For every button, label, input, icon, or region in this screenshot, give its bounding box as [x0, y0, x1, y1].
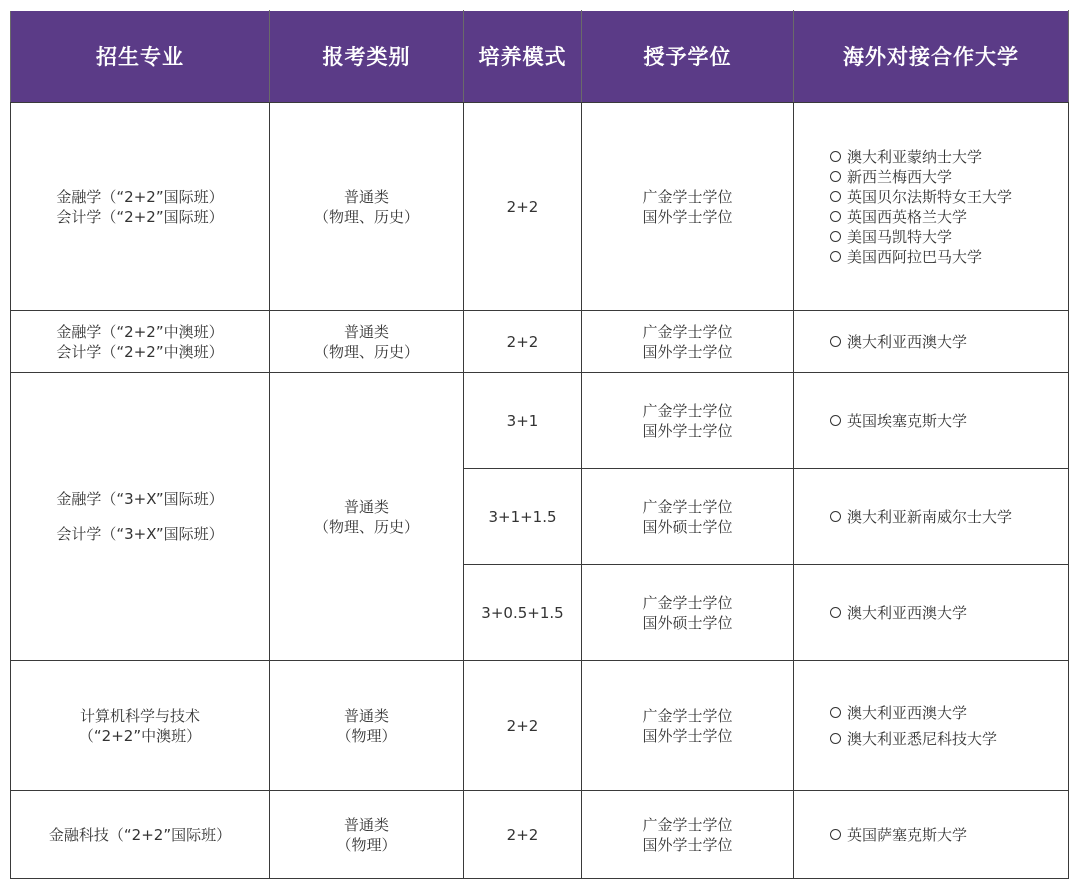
- partner-university: 澳大利亚西澳大学: [830, 703, 1068, 723]
- category-subjects: （物理）: [336, 726, 397, 745]
- category-cell: [270, 103, 464, 311]
- degree-foreign: 国外学士学位: [642, 726, 733, 745]
- major-cell: [11, 103, 270, 311]
- mode-cell: 2+2: [464, 103, 582, 311]
- partner-university: 澳大利亚西澳大学: [830, 332, 1068, 352]
- mode-cell: 3+1: [464, 373, 582, 469]
- partners-cell: [794, 469, 1069, 565]
- category-subjects: （物理、历史）: [313, 517, 419, 536]
- degree-cell: [582, 469, 794, 565]
- degree-foreign: 国外学士学位: [642, 835, 733, 854]
- degree-domestic: 广金学士学位: [642, 593, 733, 612]
- degree-cell: [582, 373, 794, 469]
- degree-foreign: 国外硕士学位: [642, 613, 733, 632]
- category-subjects: （物理、历史）: [313, 342, 419, 361]
- category-subjects: （物理、历史）: [313, 207, 419, 226]
- mode-cell: 2+2: [464, 791, 582, 879]
- degree-domestic: 广金学士学位: [642, 497, 733, 516]
- degree-domestic: 广金学士学位: [642, 187, 733, 206]
- category-type: 普通类: [343, 706, 389, 725]
- category-type: 普通类: [343, 497, 389, 516]
- circle-bullet-icon: [830, 829, 841, 840]
- degree-domestic: 广金学士学位: [642, 706, 733, 725]
- degree-cell: [582, 791, 794, 879]
- partner-university: 美国西阿拉巴马大学: [830, 247, 1068, 267]
- partners-cell: [794, 565, 1069, 661]
- degree-foreign: 国外硕士学位: [642, 517, 733, 536]
- circle-bullet-icon: [830, 231, 841, 242]
- header-partners: 海外对接合作大学: [794, 11, 1069, 103]
- table-row: [11, 661, 1069, 791]
- degree-cell: [582, 661, 794, 791]
- category-subjects: （物理）: [336, 835, 397, 854]
- spacer: [11, 509, 269, 524]
- degree-foreign: 国外学士学位: [642, 207, 733, 226]
- degree-cell: [582, 565, 794, 661]
- partners-cell: [794, 791, 1069, 879]
- circle-bullet-icon: [830, 151, 841, 162]
- degree-cell: [582, 103, 794, 311]
- table-row: [11, 311, 1069, 373]
- major-cell: [11, 373, 270, 661]
- degree-domestic: 广金学士学位: [642, 322, 733, 341]
- partner-university: 英国埃塞克斯大学: [830, 411, 1068, 431]
- circle-bullet-icon: [830, 707, 841, 718]
- category-cell: [270, 661, 464, 791]
- mode-cell: 3+0.5+1.5: [464, 565, 582, 661]
- circle-bullet-icon: [830, 211, 841, 222]
- partner-university: 澳大利亚新南威尔士大学: [830, 507, 1068, 527]
- partners-cell: [794, 311, 1069, 373]
- degree-domestic: 广金学士学位: [642, 815, 733, 834]
- header-major: 招生专业: [11, 11, 270, 103]
- circle-bullet-icon: [830, 511, 841, 522]
- major-cell: [11, 791, 270, 879]
- major-name: 会计学（“2+2”中澳班）: [56, 342, 224, 361]
- major-name: 金融学（“2+2”中澳班）: [56, 322, 224, 341]
- major-cell: [11, 661, 270, 791]
- circle-bullet-icon: [830, 733, 841, 744]
- major-name: 会计学（“2+2”国际班）: [56, 207, 224, 226]
- circle-bullet-icon: [830, 171, 841, 182]
- major-name: （“2+2”中澳班）: [78, 726, 202, 745]
- degree-cell: [582, 311, 794, 373]
- degree-foreign: 国外学士学位: [642, 421, 733, 440]
- mode-cell: 2+2: [464, 661, 582, 791]
- programs-table: [10, 10, 1069, 879]
- partner-university: 美国马凯特大学: [830, 227, 1068, 247]
- mode-cell: 3+1+1.5: [464, 469, 582, 565]
- category-type: 普通类: [343, 815, 389, 834]
- header-category: 报考类别: [270, 11, 464, 103]
- header-mode: 培养模式: [464, 11, 582, 103]
- partners-cell: [794, 661, 1069, 791]
- category-type: 普通类: [343, 187, 389, 206]
- partners-cell: [794, 103, 1069, 311]
- degree-domestic: 广金学士学位: [642, 401, 733, 420]
- category-cell: [270, 311, 464, 373]
- major-name: 金融学（“2+2”国际班）: [56, 187, 224, 206]
- table-row: [11, 373, 1069, 469]
- degree-foreign: 国外学士学位: [642, 342, 733, 361]
- major-name: 金融学（“3+X”国际班）: [56, 490, 224, 508]
- table-row: [11, 791, 1069, 879]
- category-type: 普通类: [343, 322, 389, 341]
- major-name: 会计学（“3+X”国际班）: [56, 525, 224, 543]
- partner-university: 新西兰梅西大学: [830, 167, 1068, 187]
- partner-university: 澳大利亚悉尼科技大学: [830, 729, 1068, 749]
- circle-bullet-icon: [830, 336, 841, 347]
- table-row: [11, 103, 1069, 311]
- partner-university: 英国西英格兰大学: [830, 207, 1068, 227]
- circle-bullet-icon: [830, 415, 841, 426]
- major-name: 计算机科学与技术: [79, 706, 200, 725]
- circle-bullet-icon: [830, 251, 841, 262]
- table-header: [11, 11, 1069, 103]
- major-name: 金融科技（“2+2”国际班）: [48, 825, 232, 844]
- partner-university: 澳大利亚西澳大学: [830, 603, 1068, 623]
- mode-cell: 2+2: [464, 311, 582, 373]
- header-degree: 授予学位: [582, 11, 794, 103]
- category-cell: [270, 791, 464, 879]
- partner-university: 澳大利亚蒙纳士大学: [830, 147, 1068, 167]
- table-body: [11, 103, 1069, 879]
- circle-bullet-icon: [830, 607, 841, 618]
- partners-cell: [794, 373, 1069, 469]
- partner-university: 英国萨塞克斯大学: [830, 825, 1068, 845]
- category-cell: [270, 373, 464, 661]
- circle-bullet-icon: [830, 191, 841, 202]
- major-cell: [11, 311, 270, 373]
- partner-university: 英国贝尔法斯特女王大学: [830, 187, 1068, 207]
- header-row: [11, 11, 1069, 103]
